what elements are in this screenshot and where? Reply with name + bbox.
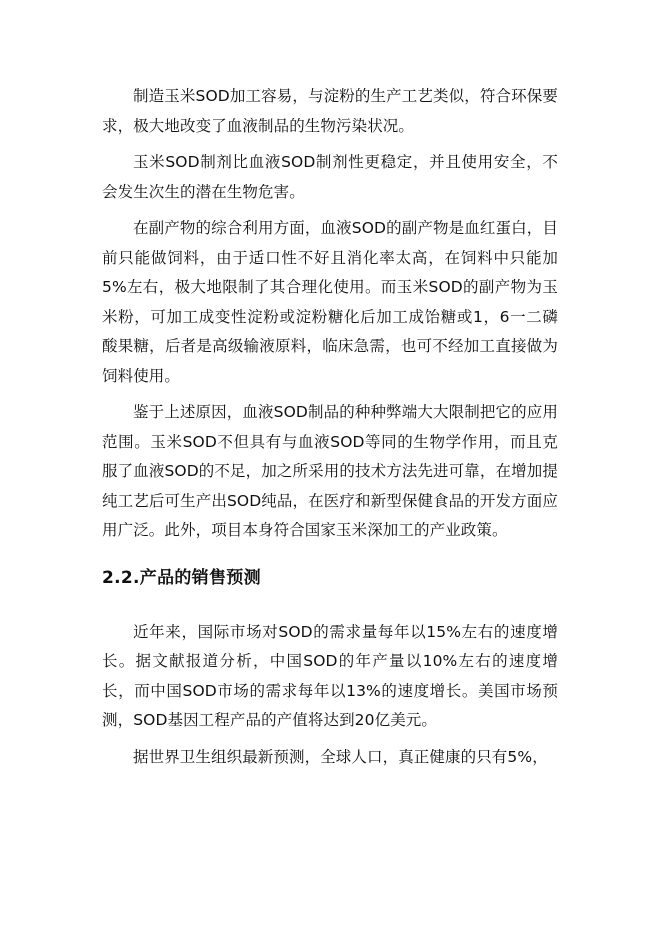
document-body xyxy=(102,82,558,779)
section-heading: 2.2.产品的销售预测 xyxy=(102,567,261,588)
paragraph-who-forecast: 据世界卫生组织最新预测，全球人口，真正健康的只有5%， xyxy=(133,747,548,766)
paragraph-market-growth: 近年来，国际市场对SOD的需求量每年以15%左右的速度增长。据文献报道分析，中国SOD的年产量以10%左右的速度增长，而中国SOD市场的需求每年以13%的速度增长。美国市场预测，SOD基因工程产品的产值将达到20亿美元。 xyxy=(102,622,558,729)
paragraph-stability: 玉米SOD制剂比血液SOD制剂性更稳定，并且使用安全，不会发生次生的潜在生物危害。 xyxy=(102,153,558,201)
paragraph-corn-sod-processing: 制造玉米SOD加工容易，与淀粉的生产工艺类似，符合环保要求，极大地改变了血液制品的生物污染状况。 xyxy=(102,87,558,135)
paragraph-conclusion: 鉴于上述原因，血液SOD制品的种种弊端大大限制把它的应用范围。玉米SOD不但具有与血液SOD等同的生物学作用，而且克服了血液SOD的不足，加之所采用的技术方法先进可靠，在增加提纯工艺后可生产出SOD纯品，在医疗和新型保健食品的开发方面应用广泛。此外，项目本身符合国家玉米深加工的产业政策。 xyxy=(102,403,558,539)
paragraph-byproducts: 在副产物的综合利用方面，血液SOD的副产物是血红蛋白，目前只能做饲料，由于适口性不好且消化率太高，在饲料中只能加5%左右，极大地限制了其合理化使用。而玉米SOD的副产物为玉米粉，可加工成变性淀粉或淀粉糖化后加工成饴糖或1，6一二磷酸果糖，后者是高级输液原料，临床急需，也可不经加工直接做为饲料使用。 xyxy=(102,219,558,385)
